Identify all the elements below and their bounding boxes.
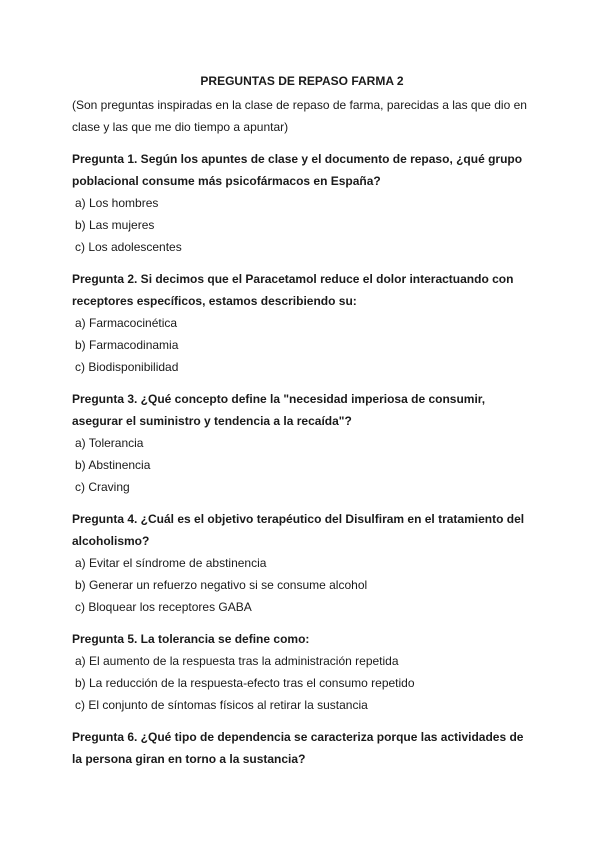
option-c: c) Biodisponibilidad <box>75 360 179 374</box>
question-1 <box>72 148 532 258</box>
question-text: Pregunta 6. ¿Qué tipo de dependencia se caracteriza porque las actividades de la persona giran en torno a la sustancia? <box>72 730 524 766</box>
option-b: b) Farmacodinamia <box>75 338 179 352</box>
option-a: a) Farmacocinética <box>75 316 178 330</box>
question-text: Pregunta 5. La tolerancia se define como: <box>72 632 310 646</box>
options-list <box>72 192 532 258</box>
question-text: Pregunta 4. ¿Cuál es el objetivo terapéutico del Disulfiram en el tratamiento del alcoholismo? <box>72 512 525 548</box>
question-text: Pregunta 2. Si decimos que el Paracetamol reduce el dolor interactuando con receptores específicos, estamos describiendo su: <box>72 272 514 308</box>
options-list <box>72 650 532 716</box>
question-5 <box>72 628 532 716</box>
option-c: c) Los adolescentes <box>75 240 182 254</box>
question-6 <box>72 726 532 770</box>
options-list <box>72 552 532 618</box>
option-a: a) Tolerancia <box>75 436 144 450</box>
document-intro: (Son preguntas inspiradas en la clase de repaso de farma, parecidas a las que dio en clase y las que me dio tiempo a apuntar) <box>72 98 527 134</box>
question-2 <box>72 268 532 378</box>
question-text: Pregunta 3. ¿Qué concepto define la "necesidad imperiosa de consumir, asegurar el suministro y tendencia a la recaída"? <box>72 392 486 428</box>
option-c: c) Craving <box>75 480 130 494</box>
option-c: c) El conjunto de síntomas físicos al retirar la sustancia <box>75 698 368 712</box>
option-b: b) La reducción de la respuesta-efecto tras el consumo repetido <box>75 676 415 690</box>
question-text: Pregunta 1. Según los apuntes de clase y el documento de repaso, ¿qué grupo poblacional consume más psicofármacos en España? <box>72 152 523 188</box>
document-page <box>72 72 532 770</box>
option-b: b) Las mujeres <box>75 218 155 232</box>
option-a: a) Los hombres <box>75 196 159 210</box>
document-title: PREGUNTAS DE REPASO FARMA 2 <box>200 74 404 88</box>
option-a: a) El aumento de la respuesta tras la administración repetida <box>75 654 399 668</box>
option-a: a) Evitar el síndrome de abstinencia <box>75 556 267 570</box>
option-c: c) Bloquear los receptores GABA <box>75 600 252 614</box>
option-b: b) Abstinencia <box>75 458 151 472</box>
option-b: b) Generar un refuerzo negativo si se consume alcohol <box>75 578 368 592</box>
options-list <box>72 432 532 498</box>
question-4 <box>72 508 532 618</box>
options-list <box>72 312 532 378</box>
question-3 <box>72 388 532 498</box>
